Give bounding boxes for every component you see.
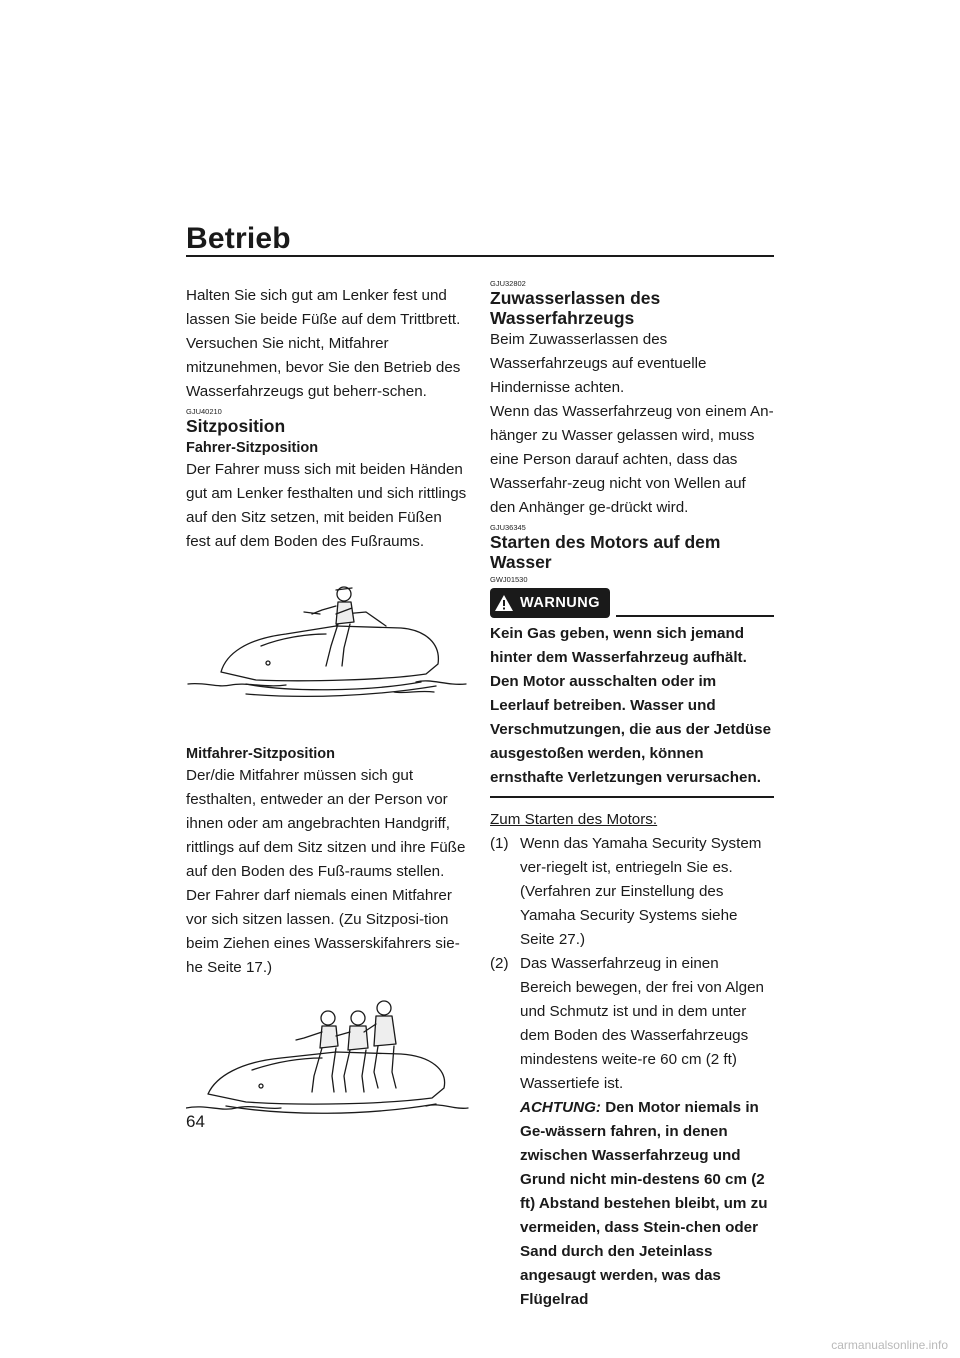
step-number: (2) — [490, 955, 509, 972]
section-title-launch-line2: Wasserfahrzeugs — [490, 308, 635, 328]
section-title-launch-line1: Zuwasserlassen des — [490, 288, 661, 308]
footer-watermark: carmanualsonline.info — [831, 1338, 948, 1352]
warning-bottom-rule — [490, 796, 774, 798]
warning-triangle-icon — [494, 594, 514, 612]
header-rule — [186, 255, 774, 257]
warning-label: WARNUNG — [520, 595, 601, 611]
left-column — [186, 284, 470, 1136]
caution-label: ACHTUNG: — [520, 1099, 601, 1116]
step-text: Wenn das Yamaha Security System ver-riegelt ist, entriegeln Sie es. (Verfahren zur Einstellung des Yamaha Security Systems siehe Seite 27.) — [520, 835, 762, 948]
caution-text: Den Motor niemals in Ge-wässern fahren, in denen zwischen Wasserfahrzeug und Grund nicht min-destens 60 cm (2 ft) Abstand bestehen bleibt, um zu vermeiden, dass Stein-chen oder Sand durch den Jeteinlass angesaugt werden, was das Flügelrad — [520, 1099, 768, 1308]
section-code: GJU36345 — [490, 523, 526, 532]
list-item — [490, 952, 774, 1312]
list-item — [490, 832, 774, 952]
section-code: GJU32802 — [490, 279, 526, 288]
right-column — [490, 276, 774, 1312]
launch-paragraph-2: Wenn das Wasserfahrzeug von einem An-hänger zu Wasser gelassen wird, muss eine Person darauf achten, dass das Wasserfahr-zeug nicht von Wellen auf den Anhänger ge-drückt wird. — [490, 403, 774, 516]
warning-top-rule — [616, 615, 774, 617]
passenger-position-text: Der/die Mitfahrer müssen sich gut festhalten, entweder an der Person vor ihnen oder am angebrachten Handgriff, rittlings auf dem Sitz sitzen und ihre Füße auf den Boden des Fuß-raums stellen. Der Fahrer darf niemals einen Mitfahrer vor sich sitzen lassen. (Zu Sitzposi-tion beim Ziehen eines Wasserskifahrers sie-he Seite 17.) — [186, 767, 466, 976]
steps-title: Zum Starten des Motors: — [490, 811, 658, 828]
page-number: 64 — [186, 1112, 205, 1131]
watercraft-driver-illustration — [186, 554, 470, 744]
step-number: (1) — [490, 835, 509, 852]
warning-text: Kein Gas geben, wenn sich jemand hinter dem Wasserfahrzeug aufhält. Den Motor ausschalten oder im Leerlauf betreiben. Wasser und Verschmutzungen, die aus der Jetdüse ausgestoßen werden, können ernsthafte Verletzungen verursachen. — [490, 625, 772, 786]
driver-position-text: Der Fahrer muss sich mit beiden Händen gut am Lenker festhalten und sich rittlings auf den Sitz setzen, mit beiden Füßen fest auf dem Boden des Fußraums. — [186, 461, 467, 550]
warning-badge — [490, 588, 610, 618]
page-title: Betrieb — [186, 222, 291, 255]
step-text-block — [520, 952, 774, 1312]
driver-position-title: Fahrer-Sitzposition — [186, 440, 319, 456]
intro-paragraph: Halten Sie sich gut am Lenker fest und lassen Sie beide Füße auf dem Trittbrett. Versuchen Sie nicht, Mitfahrer mitzunehmen, bevor Sie den Betrieb des Wasserfahrzeugs gut beherr-schen. — [186, 287, 461, 400]
section-title-sitzposition: Sitzposition — [186, 416, 286, 436]
warning-header — [490, 588, 774, 618]
watercraft-passengers-illustration — [186, 996, 470, 1136]
passenger-position-title: Mitfahrer-Sitzposition — [186, 746, 336, 762]
section-title-start-engine: Starten des Motors auf dem Wasser — [490, 532, 721, 572]
warning-code: GWJ01530 — [490, 575, 528, 584]
step-text: Das Wasserfahrzeug in einen Bereich bewegen, der frei von Algen und Schmutz ist und in dem unter dem Boden des Wasserfahrzeugs mindestens weite-re 60 cm (2 ft) Wassertiefe ist. — [520, 955, 765, 1092]
section-code: GJU40210 — [186, 407, 222, 416]
section-title-launch — [490, 288, 774, 328]
launch-paragraph-1: Beim Zuwasserlassen des Wasserfahrzeugs auf eventuelle Hindernisse achten. — [490, 331, 707, 396]
